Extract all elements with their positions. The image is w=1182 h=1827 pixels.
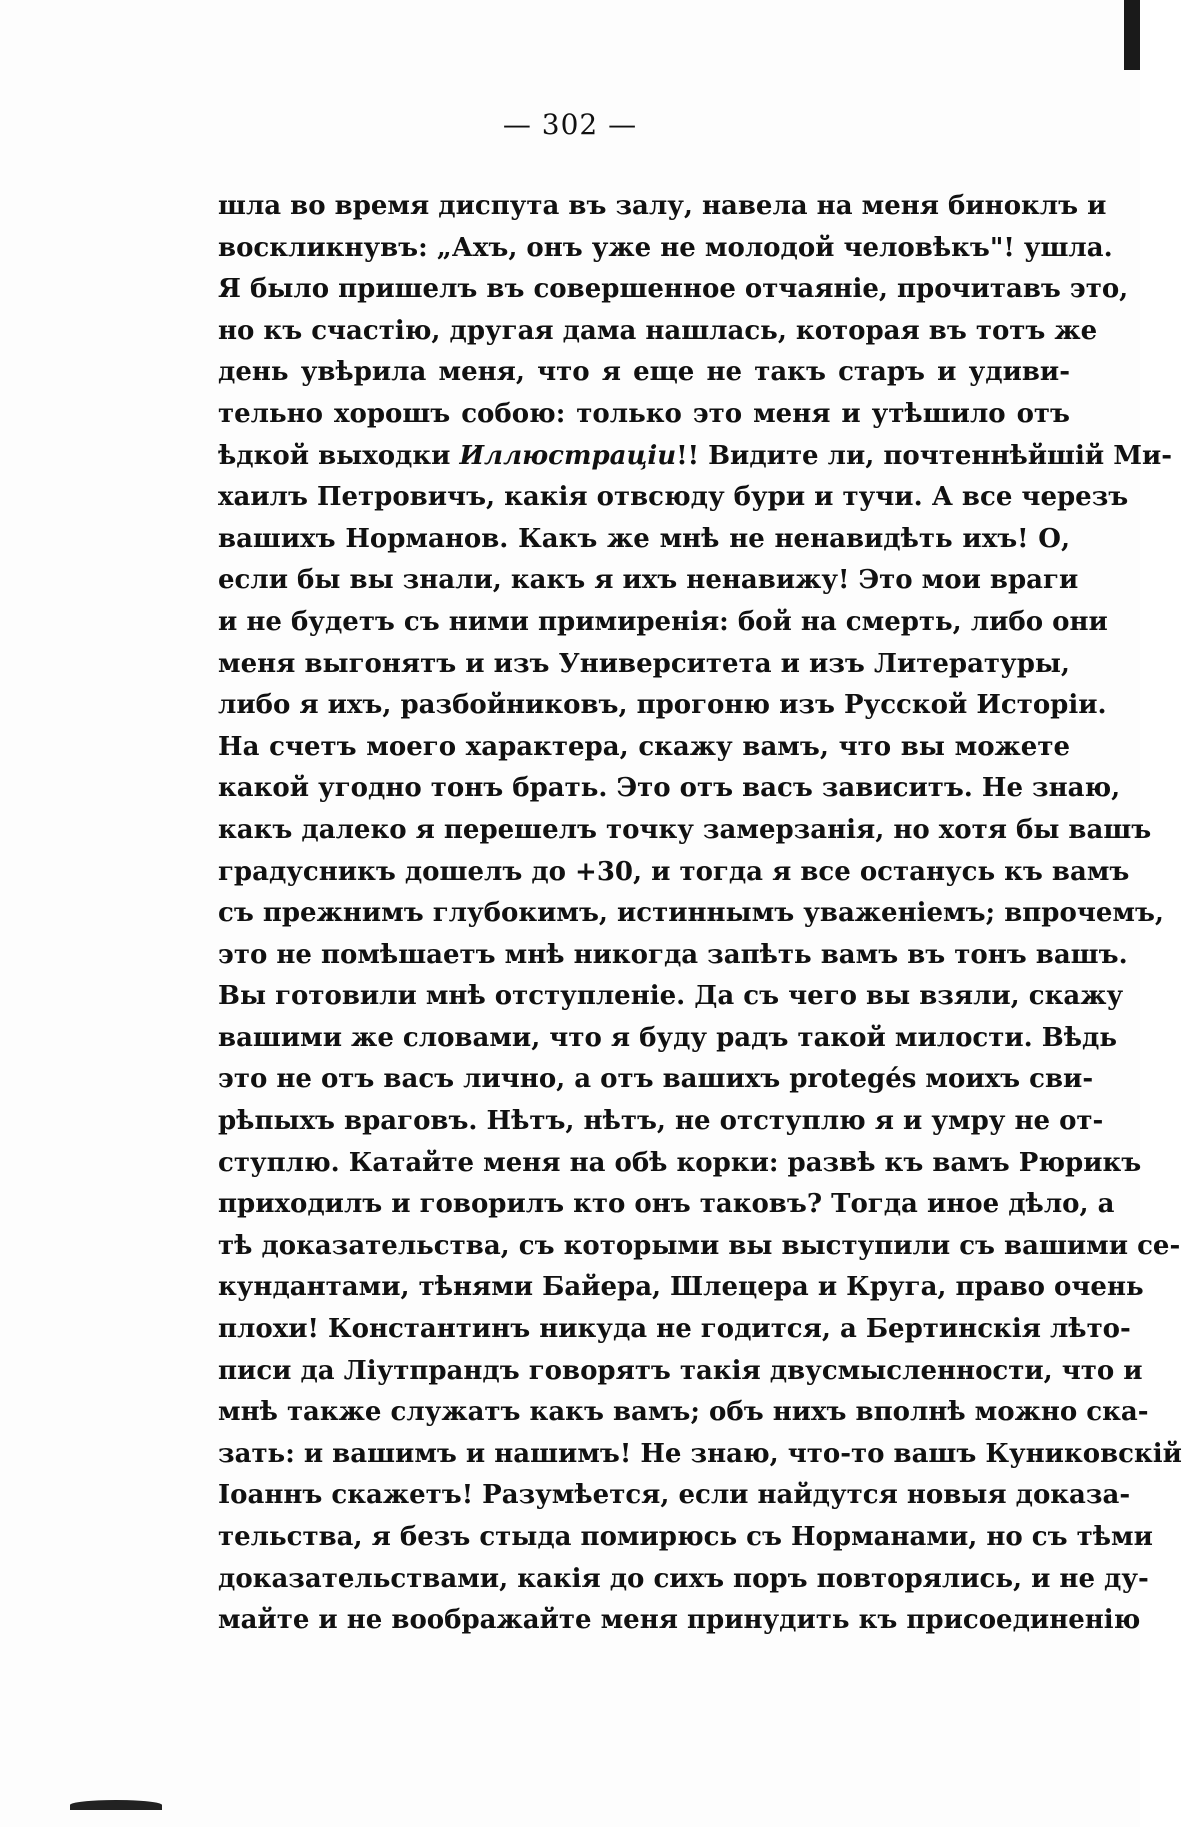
text-line: доказательствами, какія до сихъ поръ повторялись, и не ду-	[218, 1563, 1149, 1594]
text-line: тѣ доказательства, съ которыми вы выступили съ вашими се-	[218, 1230, 1181, 1261]
page-number: — 302 —	[502, 108, 638, 141]
text-line: тельства, я безъ стыда помирюсь съ Норманами, но съ тѣми	[218, 1522, 1153, 1552]
text-line: Іоаннъ скажетъ! Разумѣется, если найдутся новыя доказа-	[218, 1480, 1131, 1511]
text-line: меня выгонятъ и изъ Университета и изъ Литературы,	[218, 648, 1070, 679]
text-line: если бы вы знали, какъ я ихъ ненавижу! Это мои враги	[218, 565, 1079, 596]
text-line: кундантами, тѣнями Байера, Шлецера и Круга, право очень	[218, 1272, 1144, 1303]
text-line: мнѣ также служатъ какъ вамъ; объ нихъ вполнѣ можно ска-	[218, 1397, 1149, 1428]
text-line: тельно хорошъ собою: только это меня и утѣшило отъ	[218, 398, 1070, 429]
ink-blot	[70, 1800, 162, 1810]
text-line: воскликнувъ: „Ахъ, онъ уже не молодой человѣкъ"! ушла.	[218, 232, 1113, 263]
text-line: приходилъ и говорилъ кто онъ таковъ? Тогда иное дѣло, а	[218, 1189, 1115, 1220]
text-line: писи да Ліутпрандъ говорятъ такія двусмысленности, что и	[218, 1355, 1143, 1386]
text-line: шла во время диспута въ залу, навела на меня биноклъ и	[218, 191, 1107, 221]
text-line: зать: и вашимъ и нашимъ! Не знаю, что-то вашъ Куниковскій	[218, 1438, 1182, 1469]
text-line: рѣпыхъ враговъ. Нѣтъ, нѣтъ, не отступлю я и умру не от-	[218, 1106, 1104, 1137]
text-line: либо я ихъ, разбойниковъ, прогоню изъ Русской Исторіи.	[218, 690, 1107, 721]
text-line: съ прежнимъ глубокимъ, истиннымъ уваженіемъ; впрочемъ,	[218, 898, 1164, 929]
text-line: плохи! Константинъ никуда не годится, а Бертинскія лѣто-	[218, 1314, 1131, 1345]
text-line: ступлю. Катайте меня на обѣ корки: развѣ къ вамъ Рюрикъ	[218, 1147, 1142, 1178]
page-text	[218, 186, 1182, 1642]
text-line: это не отъ васъ лично, а отъ вашихъ protegés моихъ сви-	[218, 1064, 1094, 1095]
text-line: хаилъ Петровичъ, какія отвсюду бури и тучи. А все черезъ	[218, 482, 1129, 513]
page-edge-shadow	[1124, 0, 1140, 70]
text-line: вашихъ Норманов. Какъ же мнѣ не ненавидѣть ихъ! О,	[218, 523, 1070, 554]
text-line: вашими же словами, что я буду радъ такой милости. Вѣдь	[218, 1022, 1117, 1053]
text-line: какъ далеко я перешелъ точку замерзанія, но хотя бы вашъ	[218, 814, 1152, 845]
text-line: и не будетъ съ ними примиренія: бой на смерть, либо они	[218, 606, 1108, 637]
text-line: майте и не воображайте меня принудить къ присоединенію	[218, 1605, 1141, 1636]
text-line: Я было пришелъ въ совершенное отчаяніе, прочитавъ это,	[218, 274, 1129, 305]
text-line: На счетъ моего характера, скажу вамъ, что вы можете	[218, 731, 1070, 762]
text-line: ѣдкой выходки Иллюстраціи!! Видите ли, почтеннѣйшій Ми-	[218, 440, 1173, 471]
text-line: день увѣрила меня, что я еще не такъ старъ и удиви-	[218, 357, 1070, 388]
text-line: это не помѣшаетъ мнѣ никогда запѣть вамъ въ тонъ вашъ.	[218, 939, 1128, 970]
text-line: какой угодно тонъ брать. Это отъ васъ зависитъ. Не знаю,	[218, 773, 1121, 804]
text-line: Вы готовили мнѣ отступленіе. Да съ чего вы взяли, скажу	[218, 981, 1124, 1012]
italic-title: Иллюстраціи	[459, 440, 677, 471]
text-line: но къ счастію, другая дама нашлась, которая въ тотъ же	[218, 315, 1098, 346]
text-line: градусникъ дошелъ до +30, и тогда я все останусь къ вамъ	[218, 856, 1130, 887]
